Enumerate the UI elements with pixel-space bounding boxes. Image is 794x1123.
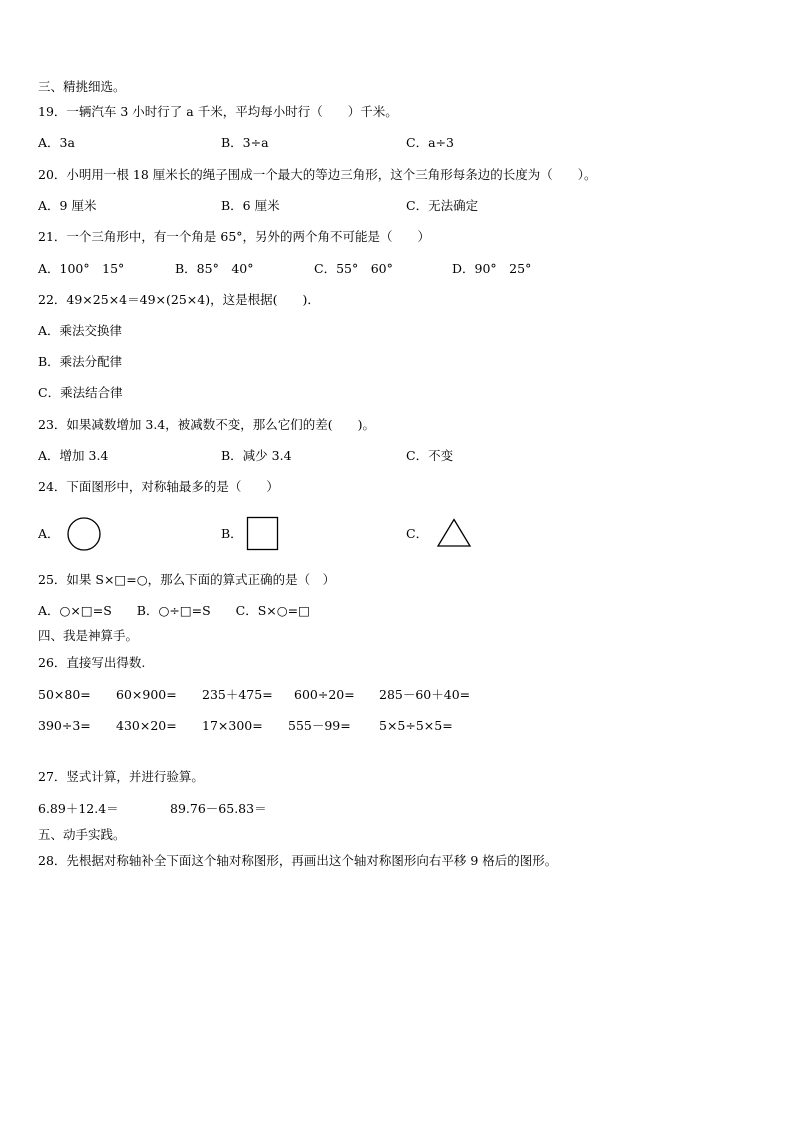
q23-option-a: A．增加 3.4 [38, 448, 109, 463]
question-27-stem: 27．竖式计算，并进行验算。 [38, 769, 204, 784]
question-28-stem: 28．先根据对称轴补全下面这个轴对称图形，再画出这个轴对称图形向右平移 9 格后的图形。 [38, 853, 558, 868]
q20-option-a: A．9 厘米 [38, 198, 97, 213]
question-23-stem: 23．如果减数增加 3.4，被减数不变，那么它们的差( )。 [38, 417, 376, 432]
q21-option-a: A．100° 15° [38, 261, 125, 276]
calc-item: 285－60＋40= [379, 687, 471, 702]
q19-option-a: A．3a [38, 135, 75, 150]
circle-figure [66, 516, 102, 552]
q23-option-c: C．不变 [406, 448, 454, 463]
square-figure [246, 516, 280, 552]
question-19-stem: 19．一辆汽车 3 小时行了 a 千米，平均每小时行（ ）千米。 [38, 104, 398, 119]
calc-item: 60×900= [116, 687, 177, 702]
q23-option-b: B．减少 3.4 [221, 448, 292, 463]
q24-option-b: B． [221, 526, 243, 541]
q22-option-b: B．乘法分配律 [38, 354, 123, 369]
calc-item: 555－99= [288, 718, 351, 733]
q22-option-a: A．乘法交换律 [38, 323, 123, 338]
calc-item: 600÷20= [294, 687, 355, 702]
triangle-figure [436, 518, 472, 548]
q24-option-a: A． [38, 526, 60, 541]
q20-option-b: B．6 厘米 [221, 198, 280, 213]
calc-item: 5×5÷5×5= [379, 718, 453, 733]
q22-option-c: C．乘法结合律 [38, 385, 123, 400]
question-26-stem: 26．直接写出得数. [38, 655, 146, 670]
q21-option-d: D．90° 25° [452, 261, 532, 276]
section-heading-5: 五、动手实践。 [38, 827, 126, 842]
calc-item: 235＋475= [202, 687, 273, 702]
section-heading-4: 四、我是神算手。 [38, 628, 139, 643]
question-20-stem: 20．小明用一根 18 厘米长的绳子围成一个最大的等边三角形，这个三角形每条边的长度为（ ）。 [38, 167, 597, 182]
q24-option-c: C． [406, 526, 429, 541]
section-heading-3: 三、精挑细选。 [38, 79, 126, 94]
q19-option-b: B．3÷a [221, 135, 269, 150]
calc-item: 17×300= [202, 718, 263, 733]
calc-item: 390÷3= [38, 718, 91, 733]
question-24-stem: 24．下面图形中，对称轴最多的是（ ） [38, 479, 279, 494]
question-21-stem: 21．一个三角形中，有一个角是 65°，另外的两个角不可能是（ ） [38, 229, 431, 244]
question-25-stem: 25．如果 S×□=○，那么下面的算式正确的是（ ） [38, 572, 336, 587]
q19-option-c: C．a÷3 [406, 135, 454, 150]
vertical-calc-item: 6.89＋12.4＝ [38, 801, 119, 816]
question-22-stem: 22．49×25×4＝49×(25×4)，这是根据( )． [38, 292, 320, 307]
calc-item: 50×80= [38, 687, 91, 702]
q21-option-b: B．85° 40° [175, 261, 254, 276]
calc-item: 430×20= [116, 718, 177, 733]
q25-options: A．○×□=S B．○÷□=S C．S×○=□ [38, 603, 310, 618]
vertical-calc-item: 89.76－65.83＝ [170, 801, 267, 816]
q21-option-c: C．55° 60° [314, 261, 393, 276]
q20-option-c: C．无法确定 [406, 198, 479, 213]
